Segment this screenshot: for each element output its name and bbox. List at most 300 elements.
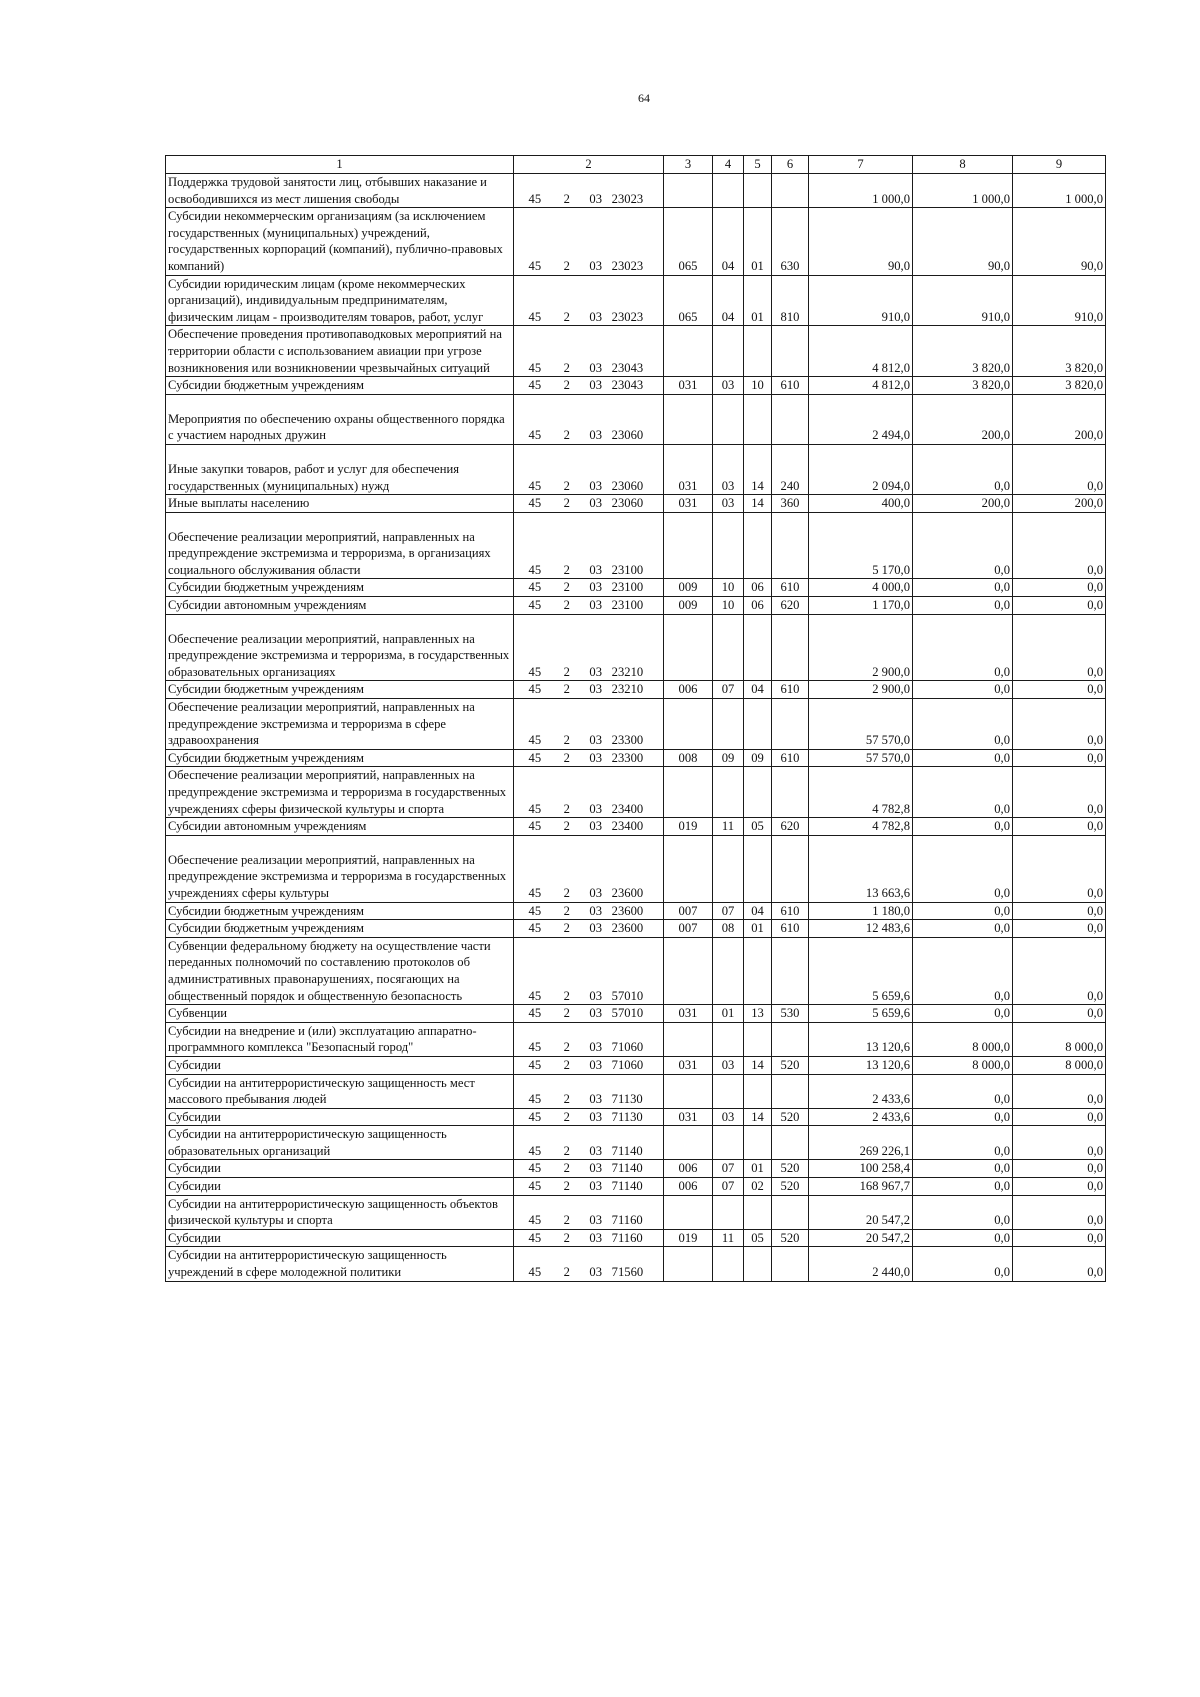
row-name: Мероприятия по обеспечению охраны общественного порядка с участием народных дружин: [168, 411, 505, 443]
table-row: [166, 275, 1106, 326]
row-code: [516, 1005, 661, 1022]
row-value-7: 910,0: [809, 275, 913, 326]
row-code-cell: [514, 835, 664, 902]
row-code-part-4: 57010: [611, 1006, 644, 1021]
row-col-4: 03: [713, 444, 744, 494]
row-code-part-2: 2: [563, 598, 570, 613]
row-code-cell: [514, 767, 664, 818]
table-row: [166, 920, 1106, 938]
row-code-part-1: 45: [528, 1143, 542, 1158]
row-col-3: 006: [664, 1178, 713, 1196]
row-col-4: [713, 699, 744, 750]
row-code-part-1: 45: [528, 819, 542, 834]
row-code-part-4: 23100: [611, 562, 644, 577]
row-name-cell: [166, 699, 514, 750]
row-col-6: 610: [772, 681, 809, 699]
row-value-8: 0,0: [913, 1160, 1013, 1178]
row-code-cell: [514, 394, 664, 444]
row-code-part-4: 71140: [611, 1179, 643, 1194]
row-value-8: 0,0: [913, 937, 1013, 1004]
row-code-cell: [514, 1195, 664, 1229]
row-col-5: 14: [744, 495, 772, 513]
row-code-part-4: 23210: [611, 682, 644, 697]
row-value-8: 0,0: [913, 1126, 1013, 1160]
row-code-part-4: 23100: [611, 580, 644, 595]
row-col-4: [713, 1126, 744, 1160]
row-value-9: 200,0: [1013, 394, 1106, 444]
row-code-part-2: 2: [563, 1179, 570, 1194]
row-col-6: [772, 512, 809, 579]
row-name: Обеспечение проведения противопаводковых мероприятий на территории области с использованием авиации при угрозе возникновения или возникновении чрезвычайных ситуаций: [168, 327, 502, 375]
row-col-3: [664, 174, 713, 208]
row-code-part-1: 45: [528, 360, 542, 375]
table-row: [166, 937, 1106, 1004]
row-code-part-4: 23023: [611, 258, 644, 273]
row-code-part-4: 23600: [611, 921, 644, 936]
row-value-8: 910,0: [913, 275, 1013, 326]
row-code-cell: [514, 444, 664, 494]
row-value-8: 200,0: [913, 394, 1013, 444]
row-col-3: 065: [664, 275, 713, 326]
row-col-6: 520: [772, 1108, 809, 1126]
row-col-4: [713, 1247, 744, 1281]
row-name: Субвенции: [168, 1006, 228, 1021]
row-code-part-1: 45: [528, 733, 542, 748]
row-code-cell: [514, 579, 664, 597]
row-value-9: 0,0: [1013, 818, 1106, 836]
row-code-part-2: 2: [563, 1230, 570, 1245]
row-code-part-1: 45: [528, 885, 542, 900]
row-code: [516, 191, 661, 208]
row-code-part-4: 71140: [611, 1161, 643, 1176]
row-col-6: [772, 1022, 809, 1056]
row-code-cell: [514, 1160, 664, 1178]
row-code-part-3: 03: [589, 580, 603, 595]
row-col-3: 007: [664, 920, 713, 938]
row-value-9: 8 000,0: [1013, 1056, 1106, 1074]
row-value-8: 0,0: [913, 818, 1013, 836]
row-code-part-1: 45: [528, 1161, 542, 1176]
row-name: Иные закупки товаров, работ и услуг для обеспечения государственных (муниципальных) нужд: [168, 461, 460, 493]
row-code: [516, 478, 661, 495]
row-code-part-2: 2: [563, 496, 570, 511]
row-name-cell: [166, 275, 514, 326]
row-code: [516, 377, 661, 394]
row-name-cell: [166, 1022, 514, 1056]
row-value-9: 0,0: [1013, 1160, 1106, 1178]
row-col-5: [744, 326, 772, 377]
row-code-part-3: 03: [589, 360, 603, 375]
row-code: [516, 920, 661, 937]
row-name-cell: [166, 1126, 514, 1160]
row-value-7: 5 170,0: [809, 512, 913, 579]
row-code-cell: [514, 699, 664, 750]
row-col-6: 520: [772, 1160, 809, 1178]
row-value-7: 2 900,0: [809, 614, 913, 681]
row-code-part-4: 71560: [611, 1265, 644, 1280]
row-value-9: 0,0: [1013, 614, 1106, 681]
row-code-part-2: 2: [563, 1213, 570, 1228]
row-col-3: 006: [664, 681, 713, 699]
row-code-part-1: 45: [528, 1109, 542, 1124]
row-name: Обеспечение реализации мероприятий, направленных на предупреждение экстремизма и терроризма, в государственных образовательных организациях: [168, 631, 510, 679]
row-code-part-2: 2: [563, 478, 570, 493]
row-code: [516, 1212, 661, 1229]
row-name-cell: [166, 1108, 514, 1126]
row-col-4: 11: [713, 1229, 744, 1247]
row-code-part-1: 45: [528, 258, 542, 273]
row-code-part-3: 03: [589, 496, 603, 511]
row-code-cell: [514, 920, 664, 938]
row-value-7: 5 659,6: [809, 937, 913, 1004]
row-code-part-3: 03: [589, 1179, 603, 1194]
row-col-6: [772, 394, 809, 444]
row-code-part-2: 2: [563, 1006, 570, 1021]
row-value-8: 3 820,0: [913, 326, 1013, 377]
header-col-1: 1: [166, 156, 514, 174]
row-col-6: [772, 699, 809, 750]
row-value-7: 13 120,6: [809, 1022, 913, 1056]
row-col-4: 08: [713, 920, 744, 938]
row-col-6: 610: [772, 749, 809, 767]
table-row: [166, 444, 1106, 494]
row-name: Обеспечение реализации мероприятий, направленных на предупреждение экстремизма и терроризма в сфере здравоохранения: [168, 700, 475, 748]
row-col-4: 10: [713, 579, 744, 597]
table-row: [166, 699, 1106, 750]
table-row: [166, 1160, 1106, 1178]
row-code-part-3: 03: [589, 598, 603, 613]
row-col-5: 01: [744, 275, 772, 326]
row-code: [516, 495, 661, 512]
row-value-7: 4 000,0: [809, 579, 913, 597]
row-value-8: 0,0: [913, 835, 1013, 902]
header-row: [166, 156, 1106, 174]
row-code: [516, 732, 661, 749]
row-code-part-4: 23023: [611, 191, 644, 206]
row-value-8: 1 000,0: [913, 174, 1013, 208]
row-col-3: 031: [664, 495, 713, 513]
row-code: [516, 750, 661, 767]
row-col-6: 630: [772, 208, 809, 275]
row-code-part-4: 23600: [611, 885, 644, 900]
header-col-9: 9: [1013, 156, 1106, 174]
row-col-5: [744, 937, 772, 1004]
row-code: [516, 1109, 661, 1126]
row-code-part-2: 2: [563, 819, 570, 834]
row-col-3: 019: [664, 818, 713, 836]
row-col-4: [713, 1074, 744, 1108]
row-col-6: [772, 326, 809, 377]
row-code-part-2: 2: [563, 1040, 570, 1055]
row-name: Субсидии: [168, 1179, 221, 1194]
row-col-5: [744, 1195, 772, 1229]
row-code-part-2: 2: [563, 921, 570, 936]
table-row: [166, 614, 1106, 681]
row-code-part-2: 2: [563, 1092, 570, 1107]
row-col-5: 05: [744, 818, 772, 836]
row-code-part-4: 71140: [611, 1143, 643, 1158]
row-value-8: 0,0: [913, 579, 1013, 597]
row-code-part-3: 03: [589, 1040, 603, 1055]
row-value-8: 0,0: [913, 1178, 1013, 1196]
row-col-3: 031: [664, 377, 713, 395]
row-col-4: 04: [713, 208, 744, 275]
row-code-part-3: 03: [589, 733, 603, 748]
row-name: Обеспечение реализации мероприятий, направленных на предупреждение экстремизма и терроризма в государственных учреждениях сферы культуры: [168, 852, 507, 900]
row-code-part-3: 03: [589, 1092, 603, 1107]
row-value-7: 2 433,6: [809, 1108, 913, 1126]
row-value-8: 8 000,0: [913, 1056, 1013, 1074]
row-name: Субсидии: [168, 1161, 221, 1176]
row-value-8: 3 820,0: [913, 377, 1013, 395]
row-col-5: 14: [744, 1108, 772, 1126]
row-code-part-3: 03: [589, 921, 603, 936]
row-col-3: [664, 767, 713, 818]
row-name: Субсидии автономным учреждениям: [168, 819, 367, 834]
row-code-part-1: 45: [528, 750, 542, 765]
row-value-7: 2 433,6: [809, 1074, 913, 1108]
table-row: [166, 579, 1106, 597]
row-value-9: 3 820,0: [1013, 326, 1106, 377]
row-name-cell: [166, 208, 514, 275]
row-code-part-1: 45: [528, 598, 542, 613]
row-code-part-2: 2: [563, 801, 570, 816]
row-col-5: 01: [744, 920, 772, 938]
row-code-part-2: 2: [563, 309, 570, 324]
row-col-4: 03: [713, 1056, 744, 1074]
row-value-8: 0,0: [913, 749, 1013, 767]
row-col-6: [772, 937, 809, 1004]
row-col-6: [772, 1126, 809, 1160]
row-code-part-1: 45: [528, 478, 542, 493]
row-name-cell: [166, 818, 514, 836]
table-body: [166, 174, 1106, 1282]
row-value-7: 2 094,0: [809, 444, 913, 494]
row-code-part-1: 45: [528, 921, 542, 936]
row-code-part-3: 03: [589, 750, 603, 765]
row-value-9: 0,0: [1013, 767, 1106, 818]
row-code-part-1: 45: [528, 1092, 542, 1107]
row-col-4: [713, 614, 744, 681]
row-code-part-2: 2: [563, 750, 570, 765]
row-col-4: 07: [713, 902, 744, 920]
row-code-part-3: 03: [589, 1143, 603, 1158]
row-col-4: [713, 1022, 744, 1056]
row-value-7: 5 659,6: [809, 1005, 913, 1023]
table-row: [166, 1126, 1106, 1160]
row-name-cell: [166, 444, 514, 494]
row-name-cell: [166, 920, 514, 938]
table-row: [166, 1178, 1106, 1196]
row-value-7: 4 782,8: [809, 818, 913, 836]
row-name-cell: [166, 1056, 514, 1074]
row-col-6: 620: [772, 597, 809, 615]
row-code-part-3: 03: [589, 801, 603, 816]
row-col-5: 04: [744, 902, 772, 920]
row-code-cell: [514, 208, 664, 275]
row-code: [516, 1160, 661, 1177]
row-code-part-4: 57010: [611, 988, 644, 1003]
row-code: [516, 818, 661, 835]
row-col-4: [713, 835, 744, 902]
header-col-8: 8: [913, 156, 1013, 174]
row-code-part-3: 03: [589, 682, 603, 697]
row-code-part-1: 45: [528, 1040, 542, 1055]
row-col-3: [664, 699, 713, 750]
row-value-9: 0,0: [1013, 1178, 1106, 1196]
row-code: [516, 903, 661, 920]
row-code-part-1: 45: [528, 1265, 542, 1280]
row-code: [516, 1091, 661, 1108]
row-value-8: 0,0: [913, 1247, 1013, 1281]
row-col-4: [713, 937, 744, 1004]
row-code-part-4: 23023: [611, 309, 644, 324]
row-name-cell: [166, 937, 514, 1004]
row-col-6: 610: [772, 920, 809, 938]
row-value-7: 400,0: [809, 495, 913, 513]
row-col-5: 05: [744, 1229, 772, 1247]
row-code-cell: [514, 377, 664, 395]
table-row: [166, 326, 1106, 377]
row-name-cell: [166, 174, 514, 208]
row-col-3: [664, 614, 713, 681]
row-col-6: [772, 1074, 809, 1108]
row-col-5: [744, 835, 772, 902]
row-name: Субсидии: [168, 1230, 221, 1245]
row-col-4: 03: [713, 495, 744, 513]
row-value-7: 100 258,4: [809, 1160, 913, 1178]
table-row: [166, 512, 1106, 579]
row-value-8: 0,0: [913, 1005, 1013, 1023]
row-col-5: [744, 767, 772, 818]
row-code-part-3: 03: [589, 1006, 603, 1021]
table-row: [166, 208, 1106, 275]
row-value-9: 0,0: [1013, 1005, 1106, 1023]
row-name-cell: [166, 902, 514, 920]
row-col-5: 01: [744, 208, 772, 275]
row-code-part-2: 2: [563, 1109, 570, 1124]
row-value-7: 13 120,6: [809, 1056, 913, 1074]
row-col-6: [772, 767, 809, 818]
row-code-cell: [514, 614, 664, 681]
row-name: Субвенции федеральному бюджету на осуществление части переданных полномочий по составлению протоколов об административных правонарушениях, посягающих на общественный порядок и общественную безопасность: [168, 938, 491, 1003]
row-col-5: 14: [744, 444, 772, 494]
row-col-4: 07: [713, 681, 744, 699]
row-code-part-2: 2: [563, 360, 570, 375]
row-value-8: 0,0: [913, 920, 1013, 938]
row-code-part-1: 45: [528, 664, 542, 679]
row-col-6: 620: [772, 818, 809, 836]
row-name-cell: [166, 681, 514, 699]
row-code-part-4: 71060: [611, 1057, 644, 1072]
row-name-cell: [166, 495, 514, 513]
row-col-3: 019: [664, 1229, 713, 1247]
row-code-part-1: 45: [528, 378, 542, 393]
row-code-part-1: 45: [528, 580, 542, 595]
row-value-7: 57 570,0: [809, 749, 913, 767]
row-col-3: 031: [664, 444, 713, 494]
row-value-8: 0,0: [913, 1074, 1013, 1108]
row-value-8: 0,0: [913, 699, 1013, 750]
row-code-cell: [514, 1178, 664, 1196]
row-col-3: [664, 835, 713, 902]
row-col-4: 01: [713, 1005, 744, 1023]
row-code: [516, 1230, 661, 1247]
table-row: [166, 174, 1106, 208]
table-row: [166, 1005, 1106, 1023]
row-col-5: 06: [744, 597, 772, 615]
row-value-8: 0,0: [913, 512, 1013, 579]
row-value-9: 8 000,0: [1013, 1022, 1106, 1056]
row-col-6: 520: [772, 1056, 809, 1074]
row-code-part-4: 23100: [611, 598, 644, 613]
row-col-3: 031: [664, 1005, 713, 1023]
row-code-part-3: 03: [589, 478, 603, 493]
row-code-part-1: 45: [528, 903, 542, 918]
row-col-5: [744, 174, 772, 208]
row-value-9: 0,0: [1013, 937, 1106, 1004]
row-value-8: 0,0: [913, 614, 1013, 681]
row-name: Субсидии на антитеррористическую защищенность мест массового пребывания людей: [168, 1075, 475, 1107]
row-code-part-2: 2: [563, 1265, 570, 1280]
row-value-9: 910,0: [1013, 275, 1106, 326]
row-value-9: 3 820,0: [1013, 377, 1106, 395]
row-name-cell: [166, 1005, 514, 1023]
row-code-part-4: 23300: [611, 750, 644, 765]
row-code-part-4: 23043: [611, 378, 644, 393]
row-code: [516, 1264, 661, 1281]
row-value-7: 20 547,2: [809, 1229, 913, 1247]
row-name-cell: [166, 614, 514, 681]
table-row: [166, 1022, 1106, 1056]
row-name: Субсидии бюджетным учреждениям: [168, 378, 364, 393]
table-row: [166, 1247, 1106, 1281]
row-code-cell: [514, 818, 664, 836]
row-col-3: 009: [664, 579, 713, 597]
table-row: [166, 597, 1106, 615]
row-code: [516, 309, 661, 326]
row-code-part-4: 23600: [611, 903, 644, 918]
row-col-4: [713, 767, 744, 818]
row-code: [516, 885, 661, 902]
row-value-7: 1 180,0: [809, 902, 913, 920]
row-code-part-1: 45: [528, 1213, 542, 1228]
row-col-6: 610: [772, 579, 809, 597]
row-code: [516, 1143, 661, 1160]
row-code: [516, 664, 661, 681]
row-code: [516, 1039, 661, 1056]
table-row: [166, 394, 1106, 444]
row-col-4: 07: [713, 1178, 744, 1196]
row-code-part-2: 2: [563, 258, 570, 273]
row-value-7: 1 000,0: [809, 174, 913, 208]
row-col-4: [713, 394, 744, 444]
row-name-cell: [166, 326, 514, 377]
row-col-3: 065: [664, 208, 713, 275]
row-name: Субсидии: [168, 1109, 221, 1124]
row-code-part-2: 2: [563, 1057, 570, 1072]
row-code-part-1: 45: [528, 1057, 542, 1072]
row-value-8: 90,0: [913, 208, 1013, 275]
row-col-4: 03: [713, 1108, 744, 1126]
row-col-5: [744, 1126, 772, 1160]
row-name: Субсидии на антитеррористическую защищенность объектов физической культуры и спорта: [168, 1196, 498, 1228]
row-code-part-1: 45: [528, 496, 542, 511]
row-code-part-4: 23060: [611, 478, 644, 493]
row-col-5: 09: [744, 749, 772, 767]
row-value-7: 90,0: [809, 208, 913, 275]
row-code-part-3: 03: [589, 1213, 603, 1228]
